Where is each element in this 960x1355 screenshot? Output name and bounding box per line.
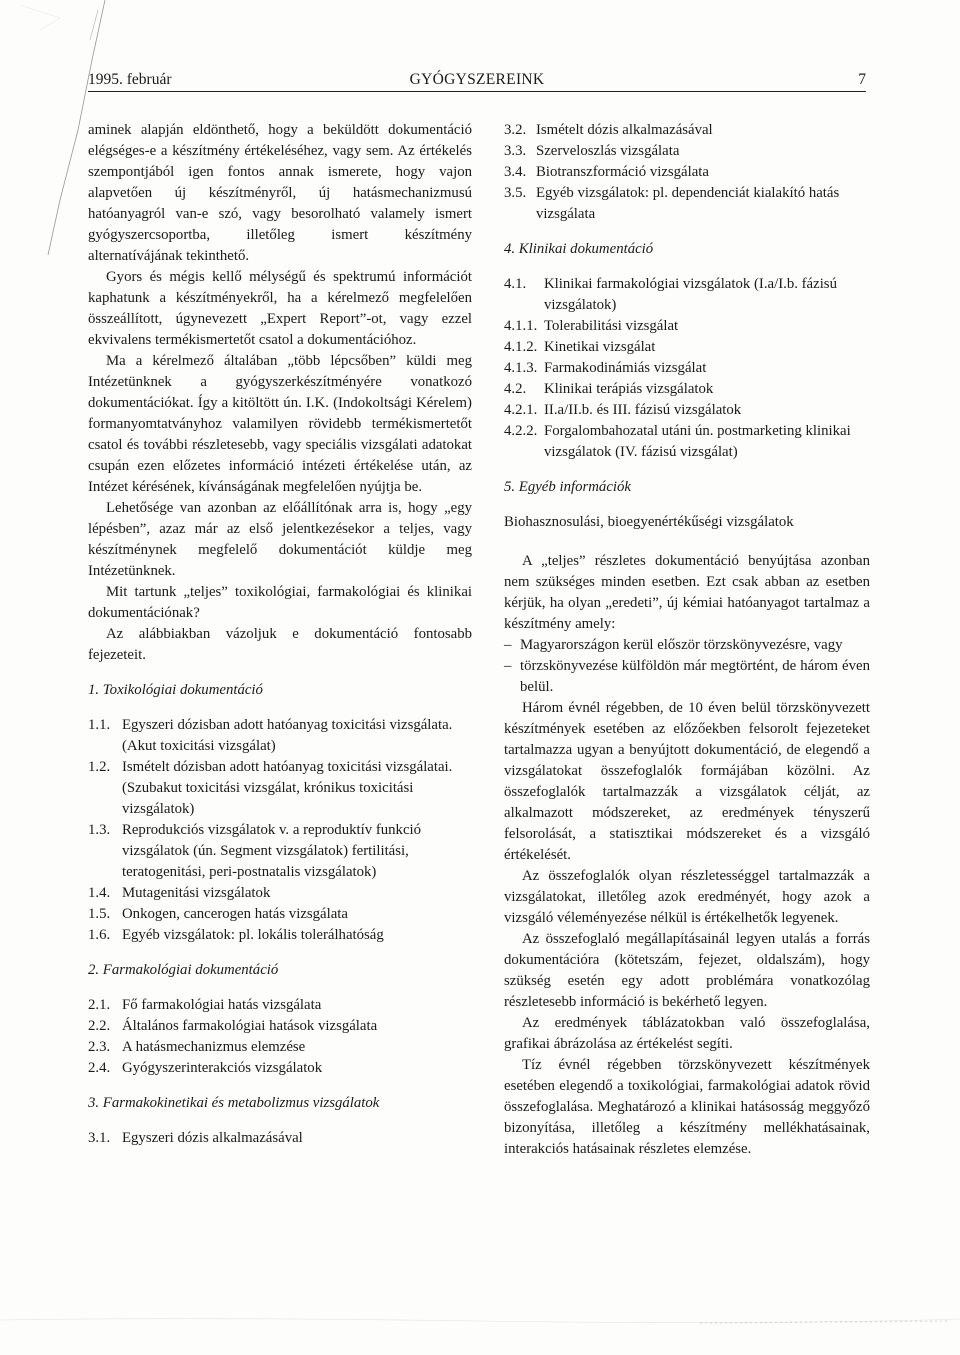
- paragraph: Az összefoglalók olyan részletességgel tartalmazzák a vizsgálatokat, illetőleg azok eredményét, hogy azok a vizsgáló véleményezése nélkül is értékelhetők legyenek.: [504, 868, 870, 926]
- item-number: 4.1.: [504, 276, 527, 292]
- item-text: A hatásmechanizmus elemzése: [122, 1039, 306, 1055]
- item-text: Farmakodinámiás vizsgálat: [544, 360, 707, 376]
- item-text: Egyszeri dózis alkalmazásával: [122, 1130, 303, 1146]
- left-column: [88, 120, 472, 1149]
- item-number: 4.1.1.: [504, 318, 538, 334]
- item-text: Fő farmakológiai hatás vizsgálata: [122, 997, 322, 1013]
- item-number: 3.3.: [504, 143, 527, 159]
- paragraph: A „teljes” részletes dokumentáció benyújtása azonban nem szükséges minden esetben. Ezt csak abban az esetben kérjük, ha olyan „eredeti”, új kémiai hatóanyagot tartalmaz a készítmény amely:: [504, 553, 870, 632]
- paragraph: Az eredmények táblázatokban való összefoglalása, grafikai ábrázolása az értékelést segíti.: [504, 1015, 870, 1052]
- item-number: 2.1.: [88, 997, 111, 1013]
- clinical-list: [504, 274, 870, 463]
- item-number: 1.6.: [88, 927, 111, 943]
- scan-artifact-bottom: [0, 1305, 960, 1335]
- paragraph: aminek alapján eldönthető, hogy a beküldött dokumentáció elégséges-e a készítmény értékeléséhez, vagy sem. Az értékelés szempontjából igen fontos annak ismerete, hogy vajon alapvetően új készítményről, új hatásmechanizmusú hatóanyagról van-e szó, vagy besorolható valamely ismert gyógyszercsoportba, illetőleg ismert készítmény alternatívájának tekinthető.: [88, 122, 472, 264]
- list-item: [504, 120, 870, 141]
- dash-item-text: Magyarországon kerül először törzskönyvezésre, vagy: [520, 637, 843, 653]
- list-item: [88, 1037, 472, 1058]
- item-number: 4.2.: [504, 381, 527, 397]
- list-item: [504, 162, 870, 183]
- item-text: Klinikai terápiás vizsgálatok: [544, 381, 714, 397]
- item-text: II.a/II.b. és III. fázisú vizsgálatok: [544, 402, 742, 418]
- list-item: [88, 1128, 472, 1149]
- paragraph: Az alábbiakban vázoljuk e dokumentáció fontosabb fejezeteit.: [88, 626, 472, 663]
- section-heading-clinical: 4. Klinikai dokumentáció: [504, 241, 654, 257]
- section-heading-other-info: 5. Egyéb információk: [504, 479, 631, 495]
- header-page-number: 7: [858, 71, 866, 88]
- paragraph: Az összefoglaló megállapításainál legyen utalás a forrás dokumentációra (kötetszám, fejezet, oldalszám), hogy szükség esetén egy adott problémára vonatkozólag részletesebb információ is bekérhető legyen.: [504, 931, 870, 1010]
- item-number: 4.1.2.: [504, 339, 538, 355]
- right-column: [504, 120, 870, 1160]
- item-text: Mutagenitási vizsgálatok: [122, 885, 271, 901]
- pharmacokinetics-list-continued: [504, 120, 870, 225]
- item-text: Forgalombahozatal utáni ún. postmarketing klinikai vizsgálatok (IV. fázisú vizsgálat): [544, 423, 851, 460]
- item-number: 4.1.3.: [504, 360, 538, 376]
- paragraph: Tíz évnél régebben törzskönyvezett készítmények esetében elegendő a toxikológiai, farmakológiai adatok rövid összefoglalása. Meghatározó a klinikai hatásosság meggyőző bizonyítása, illetőleg a készítmény mellékhatásainak, interakciós hatásainak részletes elemzése.: [504, 1057, 870, 1157]
- list-item: [504, 141, 870, 162]
- dash-item-text: törzskönyvezése külföldön már megtörtént, de három éven belül.: [520, 658, 870, 695]
- item-text: Gyógyszerinterakciós vizsgálatok: [122, 1060, 323, 1076]
- item-text: Ismételt dózis alkalmazásával: [536, 122, 713, 138]
- item-number: 1.3.: [88, 822, 111, 838]
- list-item: [88, 757, 472, 820]
- header-journal-title: GYÓGYSZEREINK: [409, 71, 545, 88]
- toxicology-list: [88, 715, 472, 946]
- item-number: 3.4.: [504, 164, 527, 180]
- list-item: [504, 379, 870, 400]
- item-text: Egyéb vizsgálatok: pl. dependenciát kialakító hatás vizsgálata: [536, 185, 840, 222]
- page-header: [88, 67, 866, 92]
- section-heading-toxicology: 1. Toxikológiai dokumentáció: [88, 682, 263, 698]
- list-item: [504, 400, 870, 421]
- item-number: 2.4.: [88, 1060, 111, 1076]
- list-item: [504, 421, 870, 463]
- list-item: [504, 183, 870, 225]
- list-item: [88, 904, 472, 925]
- item-number: 1.4.: [88, 885, 111, 901]
- item-text: Tolerabilitási vizsgálat: [544, 318, 679, 334]
- item-text: Általános farmakológiai hatások vizsgálata: [122, 1018, 378, 1034]
- list-item: [88, 1016, 472, 1037]
- list-item: [88, 925, 472, 946]
- dash-item: – törzskönyvezése külföldön már megtörtént, de három éven belül.: [504, 656, 870, 698]
- list-item: [504, 316, 870, 337]
- item-number: 4.2.2.: [504, 423, 538, 439]
- item-number: 3.5.: [504, 185, 527, 201]
- list-item: [504, 358, 870, 379]
- item-number: 1.5.: [88, 906, 111, 922]
- item-text: Reprodukciós vizsgálatok v. a reproduktív funkció vizsgálatok (ún. Segment vizsgálatok) fertilitási, teratogenitási, peri-postnatalis vizsgálatok): [122, 822, 422, 880]
- paragraph: Három évnél régebben, de 10 éven belül törzskönyvezett készítmények esetében az előzőekben felsorolt fejezeteket tartalmazza ugyan a benyújtott dokumentáció, de elegendő a vizsgálatokat összefoglalók formájában közölni. Az összefoglalók tartalmazzák a vizsgálatok célját, az alkalmazott módszereket, az eredmények tényszerű felsorolását, a statisztikai módszereket és a vizsgáló értékelését.: [504, 700, 870, 863]
- header-date: 1995. február: [88, 71, 172, 88]
- item-number: 2.3.: [88, 1039, 111, 1055]
- item-text: Egyéb vizsgálatok: pl. lokális tolerálhatóság: [122, 927, 384, 943]
- section-heading-pharmacokinetics: 3. Farmakokinetikai és metabolizmus vizsgálatok: [88, 1095, 380, 1111]
- item-number: 3.1.: [88, 1130, 111, 1146]
- list-item: [88, 715, 472, 757]
- item-number: 3.2.: [504, 122, 527, 138]
- list-item: [504, 337, 870, 358]
- list-item: [88, 820, 472, 883]
- list-item: [88, 1058, 472, 1079]
- section-heading-pharmacology: 2. Farmakológiai dokumentáció: [88, 962, 279, 978]
- list-item: [88, 995, 472, 1016]
- item-text: Egyszeri dózisban adott hatóanyag toxicitási vizsgálata. (Akut toxicitási vizsgálat): [122, 717, 453, 754]
- other-info-text: Biohasznosulási, bioegyenértékűségi vizsgálatok: [504, 514, 794, 530]
- paragraph: Lehetősége van azonban az előállítónak arra is, hogy „egy lépésben”, azaz már az első jelentkezésekor a teljes, vagy készítménynek megfelelő dokumentációt küldje meg Intézetünknek.: [88, 500, 472, 579]
- paragraph: Ma a kérelmező általában „több lépcsőben” küldi meg Intézetünknek a gyógyszerkészítményére vonatkozó dokumentációkat. Így a kitöltött ún. I.K. (Indokoltsági Kérelem) formanyomtatványhoz valamilyen rövidebb termékismertetőt csatol és további részletesebb, vagy speciális vizsgálati adatokat csupán ezen előzetes információ intézeti értékelése után, az Intézet kérésének, kívánságának megfelelően nyújtja be.: [88, 353, 472, 495]
- list-item: [88, 883, 472, 904]
- dash-item: – Magyarországon kerül először törzskönyvezésre, vagy: [504, 635, 870, 656]
- item-number: 2.2.: [88, 1018, 111, 1034]
- item-text: Onkogen, cancerogen hatás vizsgálata: [122, 906, 348, 922]
- list-item: [504, 274, 870, 316]
- item-number: 4.2.1.: [504, 402, 538, 418]
- item-text: Biotranszformáció vizsgálata: [536, 164, 709, 180]
- item-number: 1.1.: [88, 717, 111, 733]
- item-text: Klinikai farmakológiai vizsgálatok (I.a/I.b. fázisú vizsgálatok): [544, 276, 837, 313]
- paragraph: Mit tartunk „teljes” toxikológiai, farmakológiai és klinikai dokumentációnak?: [88, 584, 472, 621]
- item-text: Ismételt dózisban adott hatóanyag toxicitási vizsgálatai. (Szubakut toxicitási vizsgálat, krónikus toxicitási vizsgálatok): [122, 759, 453, 817]
- item-text: Szerveloszlás vizsgálata: [536, 143, 680, 159]
- item-number: 1.2.: [88, 759, 111, 775]
- pharmacology-list: [88, 995, 472, 1079]
- pharmacokinetics-list: [88, 1128, 472, 1149]
- paragraph: Gyors és mégis kellő mélységű és spektrumú információt kaphatunk a készítményekről, ha a kérelmező megfelelően összeállított, úgynevezett „Expert Report”-ot, vagy ezzel ekvivalens termékismertetőt csatol a dokumentációhoz.: [88, 269, 472, 348]
- item-text: Kinetikai vizsgálat: [544, 339, 656, 355]
